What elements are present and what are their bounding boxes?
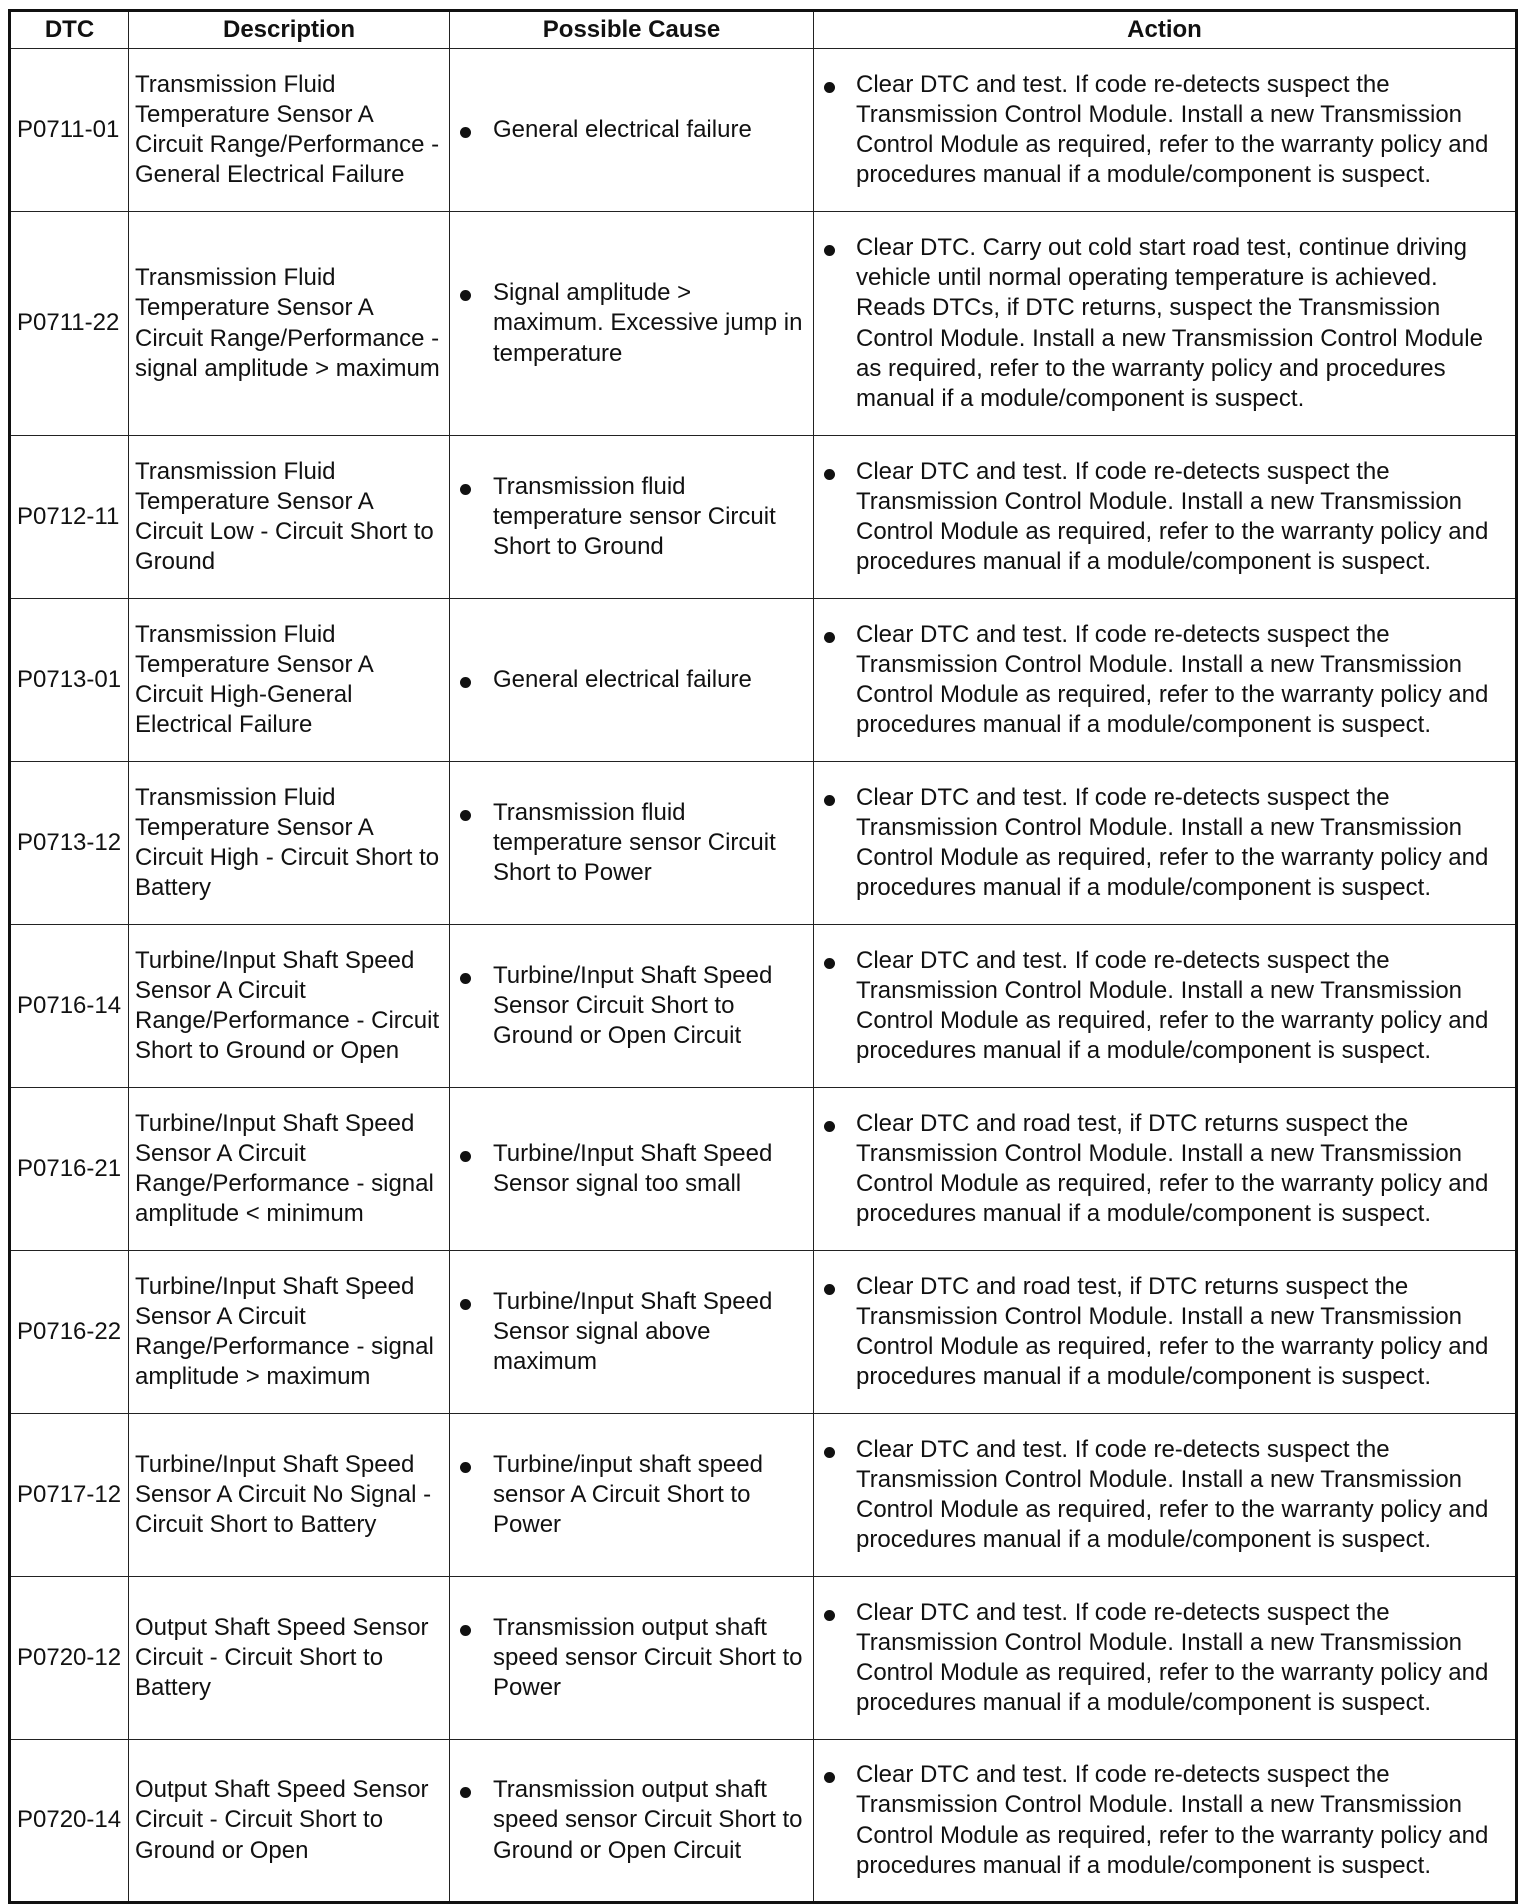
action-text: Clear DTC and test. If code re-detects suspect the Transmission Control Module. Install a new Transmission Control Module as required, refer to the warranty policy and procedures manual if a module/component is suspect. — [856, 1598, 1489, 1717]
possible-cause-cell — [450, 925, 814, 1088]
bullet-icon — [460, 1625, 471, 1636]
bullet-icon — [824, 1610, 835, 1621]
header-description: Description — [129, 11, 450, 49]
possible-cause-cell — [450, 212, 814, 436]
dtc-code: P0716-21 — [10, 1088, 129, 1251]
bullet-icon — [824, 958, 835, 969]
action-cell — [814, 49, 1517, 212]
possible-cause-cell — [450, 1577, 814, 1740]
action-item — [820, 457, 1509, 578]
action-text: Clear DTC and test. If code re-detects suspect the Transmission Control Module. Install a new Transmission Control Module as required, refer to the warranty policy and procedures manual if a module/component is suspect. — [856, 946, 1489, 1065]
action-item — [820, 1598, 1509, 1719]
bullet-icon — [460, 1462, 471, 1473]
action-item — [820, 1272, 1509, 1393]
possible-cause-item — [456, 1139, 807, 1199]
dtc-code: P0720-12 — [10, 1577, 129, 1740]
bullet-icon — [824, 632, 835, 643]
action-item — [820, 1109, 1509, 1230]
bullet-icon — [824, 1772, 835, 1783]
possible-cause-item — [456, 961, 807, 1052]
possible-cause-item — [456, 1450, 807, 1541]
action-text: Clear DTC and test. If code re-detects suspect the Transmission Control Module. Install a new Transmission Control Module as required, refer to the warranty policy and procedures manual if a module/component is suspect. — [856, 70, 1489, 189]
action-item — [820, 70, 1509, 191]
bullet-icon — [460, 677, 471, 688]
table-row — [10, 599, 1517, 762]
bullet-icon — [460, 1151, 471, 1162]
bullet-icon — [824, 1447, 835, 1458]
possible-cause-cell — [450, 49, 814, 212]
action-cell — [814, 1414, 1517, 1577]
table-row — [10, 1577, 1517, 1740]
possible-cause-text: Turbine/Input Shaft Speed Sensor signal above maximum — [493, 1287, 773, 1376]
table-row — [10, 1740, 1517, 1903]
action-text: Clear DTC and test. If code re-detects suspect the Transmission Control Module. Install a new Transmission Control Module as required, refer to the warranty policy and procedures manual if a module/component is suspect. — [856, 1435, 1489, 1554]
dtc-table — [8, 9, 1518, 1904]
table-row — [10, 1251, 1517, 1414]
header-possible-cause: Possible Cause — [450, 11, 814, 49]
possible-cause-cell — [450, 1251, 814, 1414]
possible-cause-cell — [450, 599, 814, 762]
possible-cause-text: General electrical failure — [493, 115, 752, 143]
bullet-icon — [824, 245, 835, 256]
dtc-description: Transmission Fluid Temperature Sensor A Circuit High-General Electrical Failure — [129, 599, 450, 762]
action-item — [820, 233, 1509, 414]
action-item — [820, 620, 1509, 741]
dtc-code: P0712-11 — [10, 436, 129, 599]
dtc-description: Turbine/Input Shaft Speed Sensor A Circuit Range/Performance - signal amplitude > maximum — [129, 1251, 450, 1414]
possible-cause-text: Turbine/Input Shaft Speed Sensor Circuit Short to Ground or Open Circuit — [493, 961, 773, 1050]
header-action: Action — [814, 11, 1517, 49]
possible-cause-text: General electrical failure — [493, 665, 752, 693]
table-row — [10, 1088, 1517, 1251]
action-item — [820, 1435, 1509, 1556]
dtc-description: Transmission Fluid Temperature Sensor A Circuit Range/Performance - General Electrical Failure — [129, 49, 450, 212]
action-cell — [814, 1577, 1517, 1740]
bullet-icon — [460, 810, 471, 821]
bullet-icon — [460, 973, 471, 984]
action-text: Clear DTC and road test, if DTC returns suspect the Transmission Control Module. Install a new Transmission Control Module as required, refer to the warranty policy and procedures manual if a module/component is suspect. — [856, 1109, 1489, 1228]
possible-cause-item — [456, 1613, 807, 1704]
bullet-icon — [460, 1787, 471, 1798]
bullet-icon — [460, 127, 471, 138]
dtc-description: Turbine/Input Shaft Speed Sensor A Circuit No Signal - Circuit Short to Battery — [129, 1414, 450, 1577]
possible-cause-item — [456, 472, 807, 563]
possible-cause-text: Signal amplitude > maximum. Excessive jump in temperature — [493, 279, 803, 367]
action-cell — [814, 762, 1517, 925]
bullet-icon — [824, 795, 835, 806]
dtc-description: Turbine/Input Shaft Speed Sensor A Circuit Range/Performance - Circuit Short to Ground or Open — [129, 925, 450, 1088]
table-row — [10, 1414, 1517, 1577]
dtc-code: P0717-12 — [10, 1414, 129, 1577]
possible-cause-cell — [450, 436, 814, 599]
bullet-icon — [824, 1284, 835, 1295]
possible-cause-text: Turbine/Input Shaft Speed Sensor signal too small — [493, 1139, 773, 1197]
action-cell — [814, 1740, 1517, 1903]
action-text: Clear DTC and test. If code re-detects suspect the Transmission Control Module. Install a new Transmission Control Module as required, refer to the warranty policy and procedures manual if a module/component is suspect. — [856, 783, 1489, 902]
action-cell — [814, 1251, 1517, 1414]
action-cell — [814, 599, 1517, 762]
possible-cause-cell — [450, 762, 814, 925]
possible-cause-item — [456, 115, 807, 145]
dtc-code: P0716-22 — [10, 1251, 129, 1414]
action-item — [820, 783, 1509, 904]
possible-cause-item — [456, 665, 807, 695]
dtc-code: P0713-01 — [10, 599, 129, 762]
bullet-icon — [824, 82, 835, 93]
action-item — [820, 1760, 1509, 1881]
dtc-code: P0711-01 — [10, 49, 129, 212]
possible-cause-text: Transmission fluid temperature sensor Circuit Short to Power — [493, 798, 776, 887]
dtc-code: P0716-14 — [10, 925, 129, 1088]
possible-cause-cell — [450, 1740, 814, 1903]
possible-cause-text: Transmission output shaft speed sensor Circuit Short to Power — [493, 1613, 803, 1702]
dtc-description: Transmission Fluid Temperature Sensor A Circuit High - Circuit Short to Battery — [129, 762, 450, 925]
action-text: Clear DTC and road test, if DTC returns suspect the Transmission Control Module. Install a new Transmission Control Module as required, refer to the warranty policy and procedures manual if a module/component is suspect. — [856, 1272, 1489, 1391]
dtc-code: P0711-22 — [10, 212, 129, 436]
bullet-icon — [824, 1121, 835, 1132]
dtc-description: Output Shaft Speed Sensor Circuit - Circuit Short to Battery — [129, 1577, 450, 1740]
table-row — [10, 762, 1517, 925]
action-text: Clear DTC and test. If code re-detects suspect the Transmission Control Module. Install a new Transmission Control Module as required, refer to the warranty policy and procedures manual if a module/component is suspect. — [856, 457, 1489, 576]
bullet-icon — [460, 1299, 471, 1310]
dtc-description: Turbine/Input Shaft Speed Sensor A Circuit Range/Performance - signal amplitude < minimum — [129, 1088, 450, 1251]
bullet-icon — [824, 469, 835, 480]
action-cell — [814, 436, 1517, 599]
dtc-description: Transmission Fluid Temperature Sensor A Circuit Range/Performance - signal amplitude > maximum — [129, 212, 450, 436]
bullet-icon — [460, 484, 471, 495]
possible-cause-cell — [450, 1414, 814, 1577]
possible-cause-text: Transmission output shaft speed sensor Circuit Short to Ground or Open Circuit — [493, 1776, 803, 1864]
table-header-row — [10, 11, 1517, 49]
table-row — [10, 925, 1517, 1088]
table-row — [10, 436, 1517, 599]
action-text: Clear DTC. Carry out cold start road test, continue driving vehicle until normal operating temperature is achieved. Reads DTCs, if DTC returns, suspect the Transmission Control Module. Install a new Transmission Control Module as required, refer to the warranty policy and procedures manual if a module/component is suspect. — [856, 233, 1483, 412]
possible-cause-text: Turbine/input shaft speed sensor A Circuit Short to Power — [493, 1450, 763, 1539]
action-item — [820, 946, 1509, 1067]
dtc-code: P0713-12 — [10, 762, 129, 925]
table-row — [10, 212, 1517, 436]
bullet-icon — [460, 290, 471, 301]
possible-cause-item — [456, 1287, 807, 1378]
dtc-description: Output Shaft Speed Sensor Circuit - Circuit Short to Ground or Open — [129, 1740, 450, 1903]
action-text: Clear DTC and test. If code re-detects suspect the Transmission Control Module. Install a new Transmission Control Module as required, refer to the warranty policy and procedures manual if a module/component is suspect. — [856, 1761, 1489, 1879]
dtc-description: Transmission Fluid Temperature Sensor A Circuit Low - Circuit Short to Ground — [129, 436, 450, 599]
action-text: Clear DTC and test. If code re-detects suspect the Transmission Control Module. Install a new Transmission Control Module as required, refer to the warranty policy and procedures manual if a module/component is suspect. — [856, 620, 1489, 739]
action-cell — [814, 925, 1517, 1088]
possible-cause-cell — [450, 1088, 814, 1251]
document-page — [8, 9, 1515, 1894]
header-dtc: DTC — [10, 11, 129, 49]
possible-cause-text: Transmission fluid temperature sensor Circuit Short to Ground — [493, 472, 776, 561]
possible-cause-item — [456, 1775, 807, 1866]
possible-cause-item — [456, 798, 807, 889]
dtc-code: P0720-14 — [10, 1740, 129, 1903]
action-cell — [814, 212, 1517, 436]
possible-cause-item — [456, 278, 807, 369]
action-cell — [814, 1088, 1517, 1251]
table-row — [10, 49, 1517, 212]
